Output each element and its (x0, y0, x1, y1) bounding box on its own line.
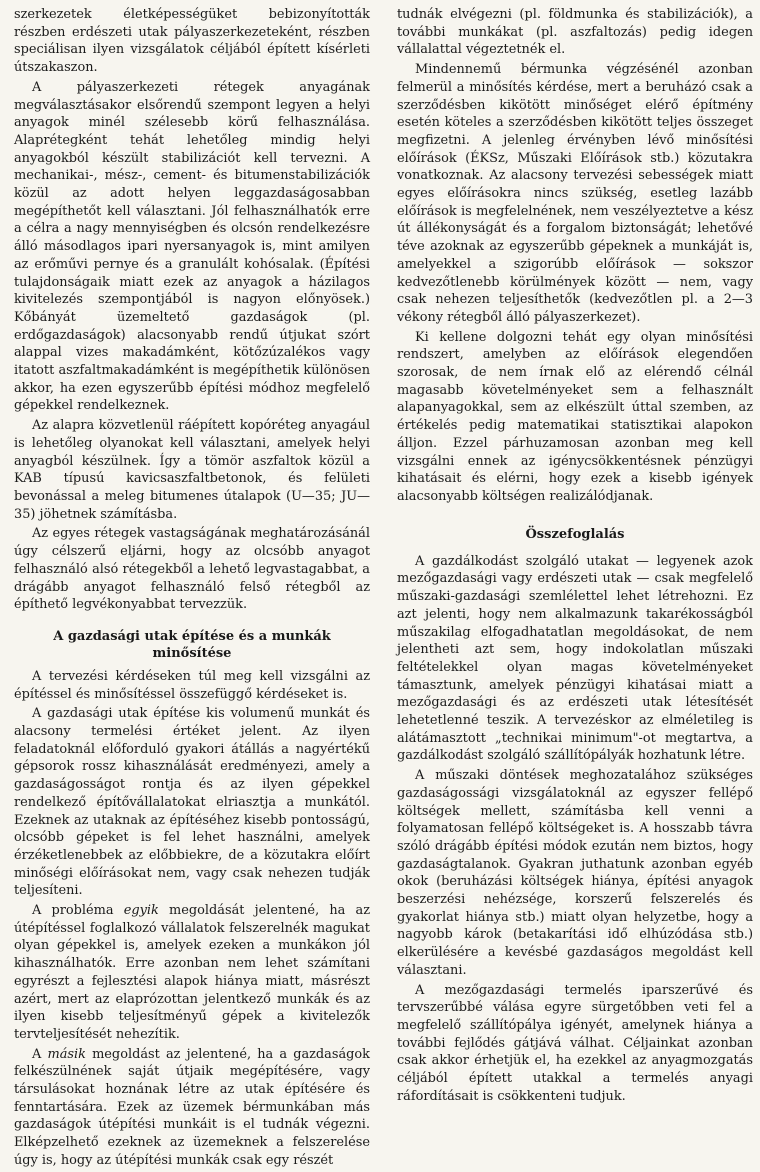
section-heading: A gazdasági utak építése és a munkák minősítése (53, 628, 331, 661)
text-run: A probléma (32, 903, 124, 919)
paragraph: A mezőgazdasági termelés iparszerűvé és tervszerűbbé válása egyre sürgetőbben veti fel a megfelelő szállítópálya igényét, amelynek hiánya a további fejlődés gátjává válhat. Céljainkat azonban csak akkor érhetjük el, ha ezekkel az anyagmozgatás céljából épített utakkal a termelés anyagi ráfordításait is csökkenteni tudjuk. (397, 982, 753, 1104)
text-run: megoldást az jelentené, ha a gazdaságok felkészülnének saját útjaik megépítésére, vagy társulásokat hoznának létre az utak építésére és fenntartására. Ezek az üzemek bérmunkában más gazdaságok útépítési munkáit is el tudnák végezni. Elképzelhető ezeknek az üzemeknek a felszerelése úgy is, hogy az útépítési munkák csak egy részét (14, 1046, 370, 1168)
paragraph: tudnák elvégezni (pl. földmunka és stabilizációk), a további munkákat (pl. aszfaltozás) pedig idegen vállalattal végeztetnék el. (397, 7, 753, 58)
paragraph: A pályaszerkezeti rétegek anyagának megválasztásakor elsőrendű szempont legyen a helyi anyagok minél szélesebb körű felhasználása. Alaprétegként tehát lehetőleg mindig helyi anyagokból készült stabilizációt kell tervezni. A mechanikai-, mész-, cement- és bitumenstabilizációk közül az adott helyen leggazdaságosabban megépíthetőt kell választani. Jól felhasználhatók erre a célra a nagy mennyiségben és olcsón rendelkezésre álló másodlagos ipari nyersanyagok is, mint amilyen az erőművi pernye és a granulált kohósalak. (Építési tulajdonságaik miatt ezek az anyagok a házilagos kivitelezés szempontjából is nagyon előnyösek.) Kőbányát üzemeltető gazdaságok (pl. erdőgazdaságok) alacsonyabb rendű útjukat szórt alappal vizes makadámként, kötőzúzalékos vagy itatott aszfaltmakadámként is megépíthetik különösen akkor, ha ezen egyszerűbb építési módhoz megfelelő gépekkel rendelkeznek. (14, 79, 370, 414)
section-heading: Összefoglalás (525, 526, 625, 542)
paragraph: Mindennemű bérmunka végzésénél azonban felmerül a minősítés kérdése, mert a beruházó csak a szerződésben kikötött minőséget elérő építmény esetén köteles a szerződésben kikötött teljes összeget megfizetni. A jelenleg érvényben lévő minősítési előírások (ÉKSz, Műszaki Előírások stb.) közutakra vonatkoznak. Az alacsony tervezési sebességek miatt egyes előírásokra nincs szükség, esetleg lazább előírások is megfelelnének, nem veszélyeztetve a kész út állékonyságát és a forgalom biztonságát; lehetővé téve azoknak az egyszerűbb gépeknek a munkáját is, amelyekkel a szigorúbb előírások — sokszor kedvezőtlenebb körülmények között — nem, vagy csak nehezen teljesíthetők (kedvezőtlen pl. a 2—3 vékony rétegből álló pályaszerkezet). (397, 62, 753, 325)
emphasis: egyik (123, 903, 159, 919)
paragraph (14, 1046, 370, 1170)
paragraph: Az alapra közvetlenül ráépített kopóréteg anyagául is lehetőleg olyanokat kell választani, amelyek helyi anyagból készülnek. Így a tömör aszfaltok közül a KAB típusú kavicsaszfaltbetonok, és felületi bevonással a meleg bitumenes útalapok (U—35; JU—35) jöhetnek számításba. (14, 418, 370, 522)
paragraph: A műszaki döntések meghozatalához szükséges gazdaságossági vizsgálatoknál az egyszer fellépő költségek mellett, számításba kell venni a folyamatosan fellépő költségeket is. A hosszabb távra szóló drágább építési módok ezután nem biztos, hogy gazdaságtalanok. Gyakran juthatunk azonban egyéb okok (beruházási költségek hiánya, építési anyagok beszerzési nehézsége, korszerű felszerelés és gyakorlat hiánya stb.) miatt olyan helyzetbe, hogy a nagyobb károk (betakarítási idő elhúzódása stb.) elkerülésére a kevésbé gazdaságos megoldást kell választani. (397, 768, 753, 978)
right-column (397, 6, 753, 1107)
paragraph: Az egyes rétegek vastagságának meghatározásánál úgy célszerű eljárni, hogy az olcsóbb anyagot felhasználó alsó rétegekből a lehető legvastagabbat, a drágább anyagot felhasználó felső rétegből az építhető legvékonyabbat tervezzük. (14, 526, 370, 613)
text-run: megoldását jelentené, ha az útépítéssel foglalkozó vállalatok felszerelnék magukat olyan gépekkel is, amelyek ezeken a munkákon jól kihasználhatók. Erre azonban nem lehet számítani egyrészt a fejlesztési alapok hiánya miatt, másrészt azért, mert az elaprózottan jelentkező munkák és az ilyen kisebb teljesítményű gépek a kivitelezők tervteljesítését nehezítik. (14, 903, 370, 1042)
paragraph (14, 902, 370, 1044)
emphasis: másik (47, 1046, 86, 1062)
text-run: A (32, 1046, 48, 1062)
left-column (14, 6, 370, 1172)
paragraph: A gazdasági utak építése kis volumenű munkát és alacsony termelési értéket jelent. Az ilyen feladatoknál előforduló gyakori átállás a nagyértékű gépsorok rossz kihasználását eredményezi, amely a gazdaságosságot rontja és az ilyen gépekkel rendelkező építővállalatokat elriasztja a munkától. Ezeknek az utaknak az építéséhez kisebb pontosságú, olcsóbb gépeket is fel lehet használni, amelyek érzéketlenebbek az előbbiekre, de a közutakra előírt minőségi előírásokat nem, vagy csak nehezen tudják teljesíteni. (14, 706, 370, 899)
paragraph: A gazdálkodást szolgáló utakat — legyenek azok mezőgazdasági vagy erdészeti utak — csak megfelelő műszaki-gazdasági szemlélettel lehet létrehozni. Ez azt jelenti, hogy nem alkalmazunk takarékosságból műszakilag elfogadhatatlan megoldásokat, de nem jelentheti azt sem, hogy indokolatlan műszaki feltételekkel olyan magas követelményeket támasztunk, amelyek pénzügyi kihatásai miatt a mezőgazdasági és az erdészeti utak létesítését lehetetlenné teszik. A tervezéskor az elméletileg is alátámasztott „technikai minimum"-ot megtartva, a gazdálkodást szolgáló szállítópályák hozhatunk létre. (397, 553, 753, 764)
paragraph: Ki kellene dolgozni tehát egy olyan minősítési rendszert, amelyben az előírások elegendően szorosak, de nem írnak elő az elérendő célnál magasabb követelményeket sem a felhasznált alapanyagokkal, sem az elkészült úttal szemben, az értékelés pedig matematikai statisztikai alapokon álljon. Ezzel párhuzamosan azonban meg kell vizsgálni ennek az igénycsökkentésnek pénzügyi kihatásait és elérni, hogy ezek a kisebb igények alacsonyabb költségen realizálódjanak. (397, 329, 753, 504)
paragraph: A tervezési kérdéseken túl meg kell vizsgálni az építéssel és minősítéssel összefüggő kérdéseket is. (14, 668, 370, 702)
paragraph: szerkezetek életképességüket bebizonyították részben erdészeti utak pályaszerkezeteként, részben speciálisan ilyen vizsgálatok céljából épített kísérleti útszakaszon. (14, 7, 370, 76)
